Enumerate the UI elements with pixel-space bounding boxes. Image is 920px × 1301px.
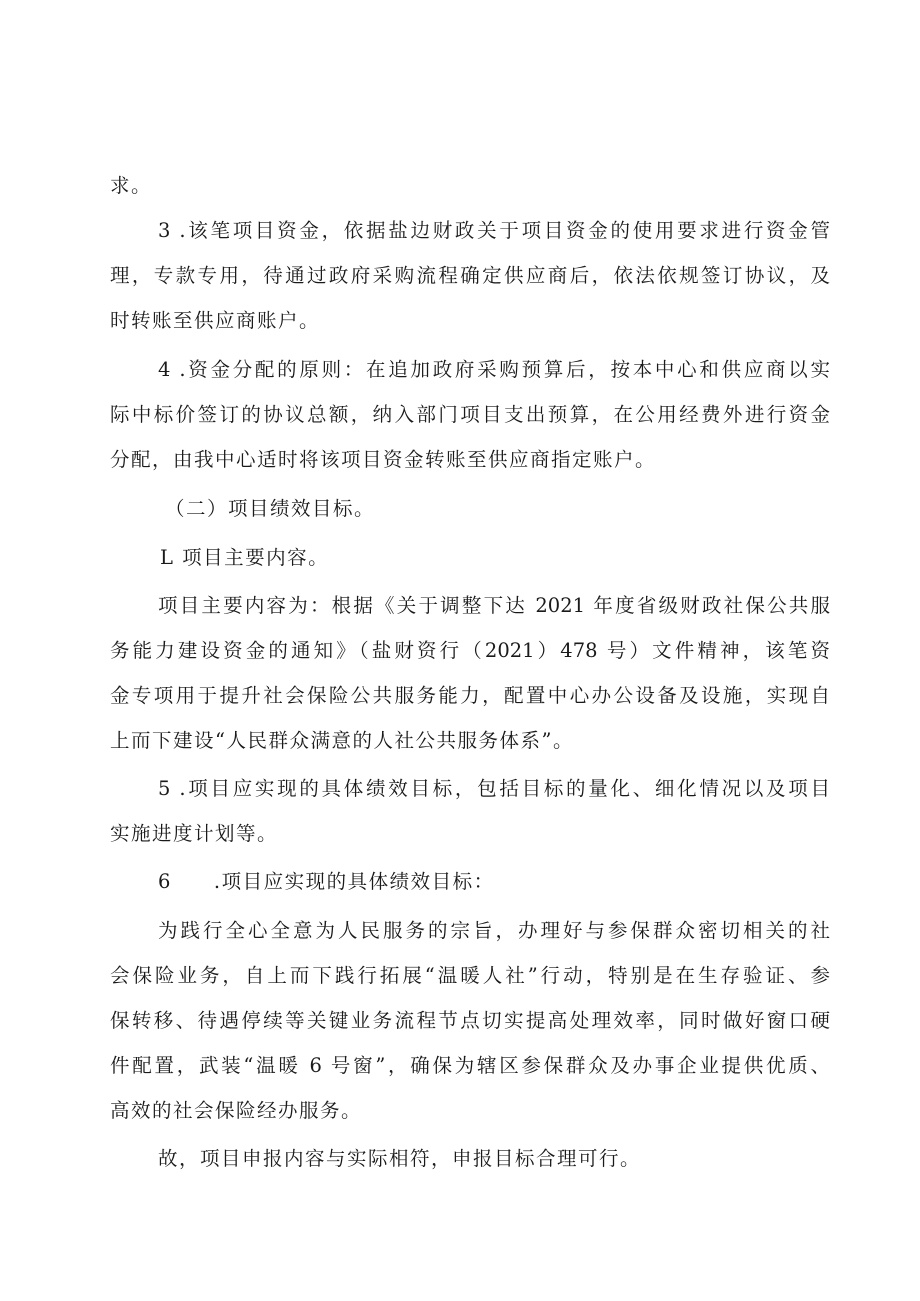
paragraph-line: 项目主要内容为：根据《关于调整下达 2021 年度省级财政社保公共服 — [158, 594, 830, 617]
paragraph-line: 高效的社会保险经办服务。 — [110, 1099, 363, 1122]
paragraph-line: 分配，由我中心适时将该项目资金转账至供应商指定账户。 — [110, 448, 657, 471]
paragraph-line: 件配置，武装“温暖 6 号窗”，确保为辖区参保群众及办事企业提供优质、 — [110, 1054, 830, 1077]
paragraph-line: 会保险业务，自上而下践行拓展“温暖人社”行动，特别是在生存验证、参 — [110, 964, 830, 987]
paragraph-line: 为践行全心全意为人民服务的宗旨，办理好与参保群众密切相关的社 — [158, 919, 830, 942]
paragraph-line: 金专项用于提升社会保险公共服务能力，配置中心办公设备及设施，实现自 — [110, 684, 830, 707]
paragraph-line: 求。 — [110, 174, 153, 197]
paragraph-line: 5 .项目应实现的具体绩效目标，包括目标的量化、细化情况以及项目 — [158, 777, 830, 800]
subsection-heading: 6 .项目应实现的具体绩效目标： — [158, 870, 495, 893]
paragraph-line: 上而下建设“人民群众满意的人社公共服务体系”。 — [110, 729, 574, 752]
section-heading: （二）项目绩效目标。 — [165, 497, 376, 520]
paragraph-line: 际中标价签订的协议总额，纳入部门项目支出预算，在公用经费外进行资金 — [110, 403, 830, 426]
paragraph-line: 务能力建设资金的通知》（盐财资行（2021）478 号）文件精神，该笔资 — [110, 639, 830, 662]
paragraph-line: 保转移、待遇停续等关键业务流程节点切实提高处理效率，同时做好窗口硬 — [110, 1009, 830, 1032]
paragraph-line: 理，专款专用，待通过政府采购流程确定供应商后，依法依规签订协议，及 — [110, 264, 830, 287]
paragraph-line: 3 .该笔项目资金，依据盐边财政关于项目资金的使用要求进行资金管 — [158, 219, 830, 242]
paragraph-line: 故，项目申报内容与实际相符，申报目标合理可行。 — [158, 1147, 642, 1170]
paragraph-line: 时转账至供应商账户。 — [110, 309, 321, 332]
paragraph-line: 实施进度计划等。 — [110, 822, 279, 845]
paragraph-line: 4 .资金分配的原则：在追加政府采购预算后，按本中心和供应商以实 — [158, 358, 830, 381]
subsection-heading: L 项目主要内容。 — [160, 546, 330, 569]
